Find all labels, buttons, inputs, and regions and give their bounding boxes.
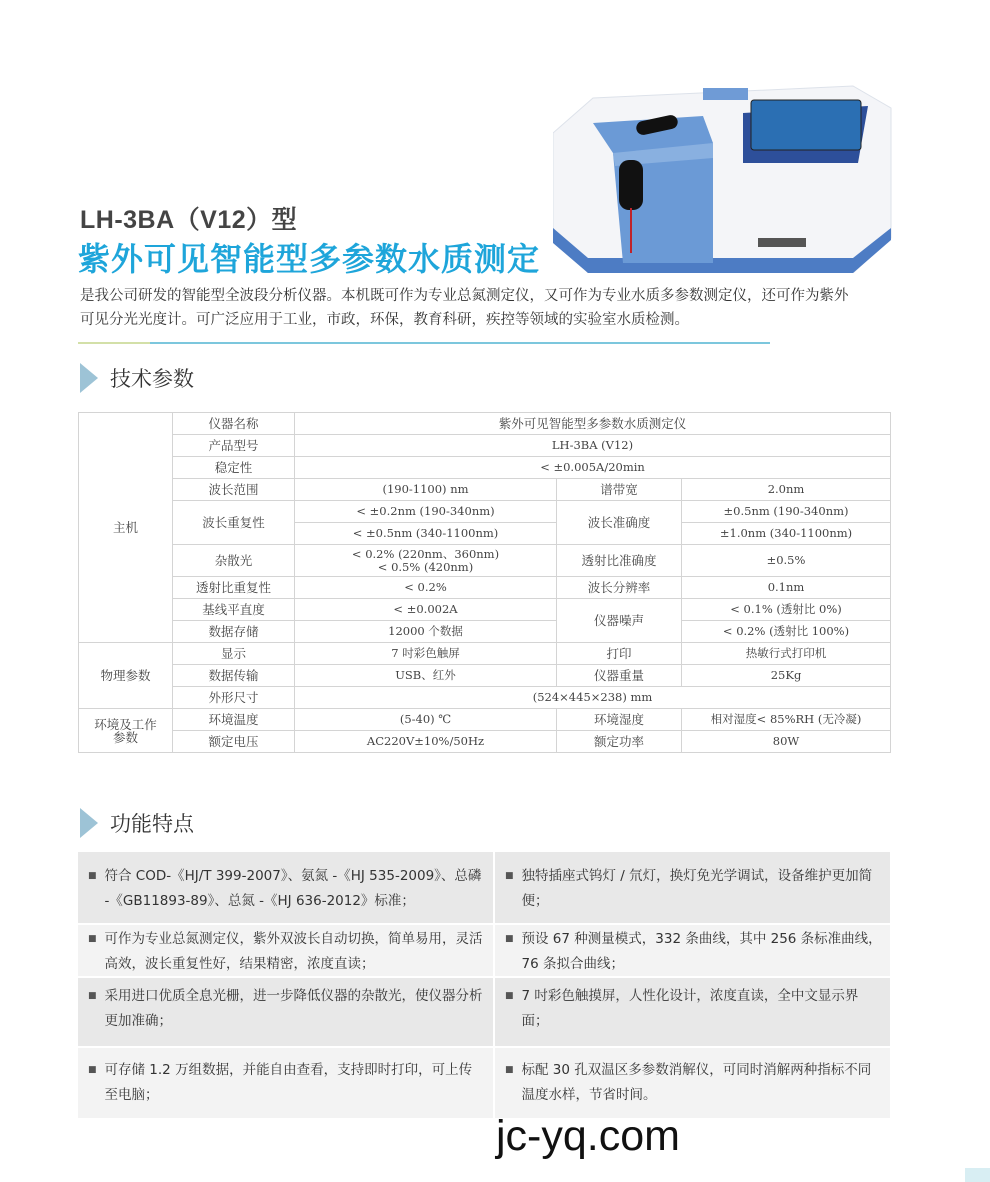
spec-table [78,412,891,753]
feature-item [78,852,493,925]
table-row [79,731,891,753]
spec-label: 波长范围 [173,479,295,501]
table-row [79,457,891,479]
group-label: 主机 [79,413,173,643]
feature-item [493,852,890,925]
spec-value: (524×445×238) mm [295,687,891,709]
table-row [79,621,891,643]
feature-text: 可存储 1.2 万组数据，并能自由查看，支持即时打印，可上传至电脑； [104,1062,473,1103]
intro-line-2: 可见分光光度计。可广泛应用于工业，市政，环保，教育科研，疾控等领域的实验室水质检测。 [80,312,689,328]
table-row [79,643,891,665]
spec-label: 杂散光 [173,545,295,577]
spec-value: < ±0.005A/20min [295,457,891,479]
table-row [79,479,891,501]
spec-value [295,545,557,577]
spec-value: < 0.2% (透射比 100%) [682,621,891,643]
product-image [553,78,895,273]
table-row [79,687,891,709]
spec-label: 透射比准确度 [557,545,682,577]
spec-label: 外形尺寸 [173,687,295,709]
spec-label: 仪器名称 [173,413,295,435]
spec-value: USB、红外 [295,665,557,687]
divider-line [150,342,770,344]
bullet-icon: ■ [88,871,97,881]
bullet-icon: ■ [88,991,97,1001]
spec-label: 数据存储 [173,621,295,643]
intro-line-1: 是我公司研发的智能型全波段分析仪器。本机既可作为专业总氮测定仪，又可作为专业水质多参数测定仪，还可作为紫外 [80,288,849,304]
group-label: 环境及工作参数 [79,709,173,753]
spec-label: 环境湿度 [557,709,682,731]
spec-label: 基线平直度 [173,599,295,621]
bullet-icon: ■ [505,934,514,944]
watermark: jc-yq.com [496,1112,680,1160]
feature-text: 7 吋彩色触摸屏，人性化设计，浓度直读，全中文显示界面； [521,988,859,1029]
section-heading-features [80,807,194,839]
triangle-marker-icon [80,363,98,393]
spec-value: < ±0.2nm (190-340nm) [295,501,557,523]
feature-item [78,1048,493,1120]
spec-label: 额定功率 [557,731,682,753]
spec-value: < 0.1% (透射比 0%) [682,599,891,621]
table-row [79,413,891,435]
table-row [79,665,891,687]
feature-item [78,925,493,978]
spec-label: 产品型号 [173,435,295,457]
section-title: 功能特点 [110,812,194,836]
table-row [79,435,891,457]
spec-value: 紫外可见智能型多参数水质测定仪 [295,413,891,435]
spec-label: 稳定性 [173,457,295,479]
spec-label: 额定电压 [173,731,295,753]
spec-value: 2.0nm [682,479,891,501]
feature-item [493,925,890,978]
table-row [79,501,891,523]
feature-text: 标配 30 孔双温区多参数消解仪，可同时消解两种指标不同温度水样，节省时间。 [521,1062,872,1103]
spec-value: 12000 个数据 [295,621,557,643]
features-list [78,852,890,1120]
spec-value: ±0.5% [682,545,891,577]
spec-value: 25Kg [682,665,891,687]
product-title: 紫外可见智能型多参数水质测定 [78,240,541,278]
bullet-icon: ■ [505,871,514,881]
spec-value: AC220V±10%/50Hz [295,731,557,753]
group-label: 物理参数 [79,643,173,709]
feature-text: 采用进口优质全息光栅，进一步降低仪器的杂散光，使仪器分析更加准确； [104,988,483,1029]
bullet-icon: ■ [88,1065,97,1075]
triangle-marker-icon [80,808,98,838]
feature-text: 独特插座式钨灯 / 氘灯，换灯免光学调试，设备维护更加简便； [521,868,873,909]
spec-value: < ±0.5nm (340-1100nm) [295,523,557,545]
spec-value: ±0.5nm (190-340nm) [682,501,891,523]
divider-accent [78,342,150,344]
spec-value: < ±0.002A [295,599,557,621]
table-row [79,709,891,731]
table-row [79,545,891,577]
table-row [79,599,891,621]
spec-value: (5-40) ℃ [295,709,557,731]
section-heading-specs [80,362,194,394]
spec-value-line: < 0.2% (220nm、360nm) [351,546,500,561]
spec-value: 热敏行式打印机 [682,643,891,665]
product-model: LH-3BA（V12）型 [80,206,298,234]
feature-item [493,1048,890,1120]
spec-label: 仪器噪声 [557,599,682,643]
spec-value: 相对湿度< 85%RH (无冷凝) [682,709,891,731]
spec-value: (190-1100) nm [295,479,557,501]
feature-text: 可作为专业总氮测定仪，紫外双波长自动切换，简单易用，灵活高效，波长重复性好，结果精密，浓度直读； [104,931,483,972]
spec-label: 环境温度 [173,709,295,731]
feature-item [78,978,493,1048]
feature-text: 符合 COD-《HJ/T 399-2007》、氨氮 -《HJ 535-2009》、总磷 -《GB11893-89》、总氮 -《HJ 636-2012》标准； [104,868,482,909]
feature-item [493,978,890,1048]
spec-value: 80W [682,731,891,753]
spec-label: 谱带宽 [557,479,682,501]
spec-value: LH-3BA (V12) [295,435,891,457]
spec-label: 波长准确度 [557,501,682,545]
spec-value: ±1.0nm (340-1100nm) [682,523,891,545]
spec-value: 7 吋彩色触屏 [295,643,557,665]
spec-label: 打印 [557,643,682,665]
spec-value-line: < 0.5% (420nm) [377,559,474,574]
bullet-icon: ■ [505,1065,514,1075]
table-row [79,577,891,599]
spec-label: 显示 [173,643,295,665]
section-title: 技术参数 [110,367,194,391]
feature-text: 预设 67 种测量模式，332 条曲线，其中 256 条标准曲线，76 条拟合曲线； [521,931,882,972]
spec-label: 波长重复性 [173,501,295,545]
corner-decoration [965,1168,990,1182]
spec-value: < 0.2% [295,577,557,599]
spec-label: 数据传输 [173,665,295,687]
spec-label: 透射比重复性 [173,577,295,599]
spec-label: 仪器重量 [557,665,682,687]
bullet-icon: ■ [505,991,514,1001]
spec-label: 波长分辨率 [557,577,682,599]
spec-value: 0.1nm [682,577,891,599]
bullet-icon: ■ [88,934,97,944]
